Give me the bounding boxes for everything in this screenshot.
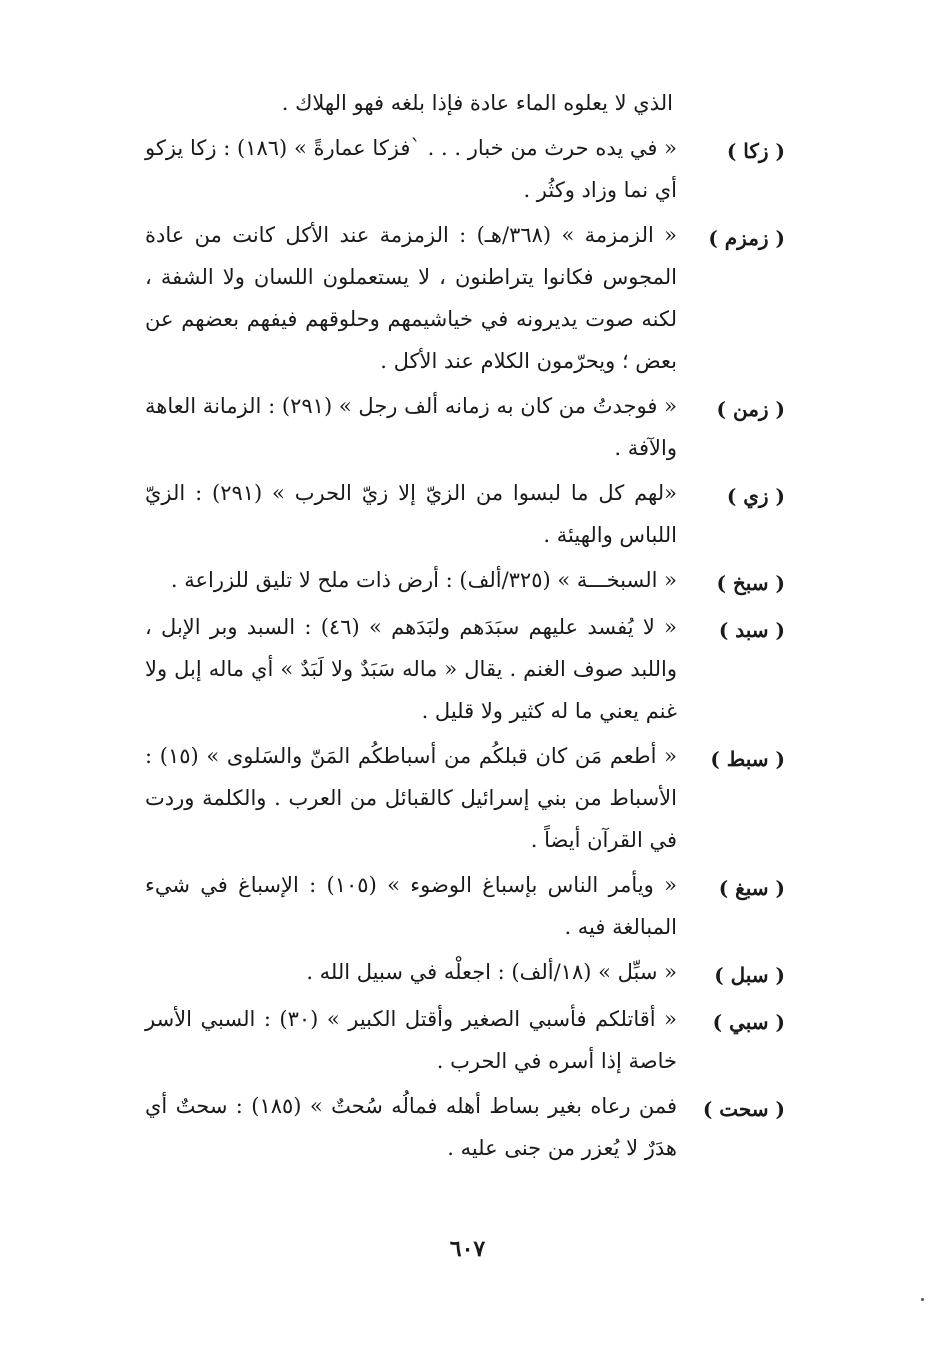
entry-definition: « الزمزمة » (٣٦٨/هـ) : الزمزمة عند الأكل كانت من عادة المجوس فكانوا يتراطنون ، لا يستعملون اللسان ولا الشفة ، لكنه صوت يديرونه في خياشيمهم وحلوقهم فيفهم بعضهم عن بعض ؛ ويحرّمون الكلام عند الأكل . [145,223,677,373]
glossary-entry [145,951,785,995]
entry-definition: « في يده حرث من خبار . . . `فزكا عمارةً » (١٨٦) : زكا يزكو أي نما وزاد وكثُر . [145,136,677,202]
entry-headword: ( زمن ) [716,397,785,421]
entry-definition: « أطعم مَن كان قبلكُم من أسباطكُم المَنّ والسَلوى » (١٥) : الأسباط من بني إسرائيل كالقبائل من العرب . والكلمة وردت في القرآن أيضاً . [145,744,677,852]
glossary-entry [145,998,785,1082]
glossary-entry [145,864,785,948]
entry-headword: ( سحت ) [702,1097,785,1121]
glossary-entry [145,1085,785,1169]
entry-headword: ( سبط ) [710,747,785,771]
entry-headword: ( سبي ) [712,1010,785,1034]
entry-definition: « سبِّل » (١٨/ألف) : اجعلْه في سبيل الله . [306,960,677,984]
glossary-entry [145,214,785,382]
entry-definition: « لا يُفسد عليهم سبَدَهم ولبَدَهم » (٤٦) : السبد وبر الإبل ، واللبد صوف الغنم . يقال « ماله سَبَدٌ ولا لَبَدٌ » أي ماله إبل ولا غنم يعني ما له كثير ولا قليل . [145,615,677,723]
entry-headword: ( زمزم ) [708,226,785,250]
glossary-entry [145,472,785,556]
entry-definition: « ويأمر الناس بإسباغ الوضوء » (١٠٥) : الإسباغ في شيء المبالغة فيه . [145,873,677,939]
glossary-entries [145,127,785,1172]
entry-definition: « السبخـــة » (٣٢٥/ألف) : أرض ذات ملح لا تليق للزراعة . [170,568,677,592]
glossary-entry [145,385,785,469]
entry-headword: ( سبغ ) [718,876,785,900]
entry-definition: « أقاتلكم فأسبي الصغير وأقتل الكبير » (٣٠) : السبي الأسر خاصة إذا أسره في الحرب . [145,1007,677,1073]
glossary-entry [145,735,785,861]
entry-headword: ( سبل ) [714,963,785,987]
entry-headword: ( زكا ) [726,139,785,163]
glossary-entry [145,559,785,603]
glossary-entry [145,606,785,732]
page-number: ٦٠٧ [449,1236,486,1262]
entry-headword: ( سبد ) [718,618,785,642]
intro-continuation-line: الذي لا يعلوه الماء عادة فإذا بلغه فهو الهلاك . [281,91,673,115]
scan-speck [921,1298,924,1301]
entry-headword: ( زي ) [726,484,785,508]
glossary-entry [145,127,785,211]
entry-headword: ( سبخ ) [716,571,785,595]
entry-definition: فمن رعاه بغير بساط أهله فمالُه سُحتٌ » (١٨٥) : سحتٌ أي هدَرٌ لا يُعزر من جنى عليه . [145,1094,678,1160]
entry-definition: «لهم كل ما لبسوا من الزيّ إلا زيّ الحرب » (٢٩١) : الزيّ اللباس والهيئة . [145,481,677,547]
entry-definition: « فوجدتُ من كان به زمانه ألف رجل » (٢٩١) : الزمانة العاهة والآفة . [145,394,677,460]
